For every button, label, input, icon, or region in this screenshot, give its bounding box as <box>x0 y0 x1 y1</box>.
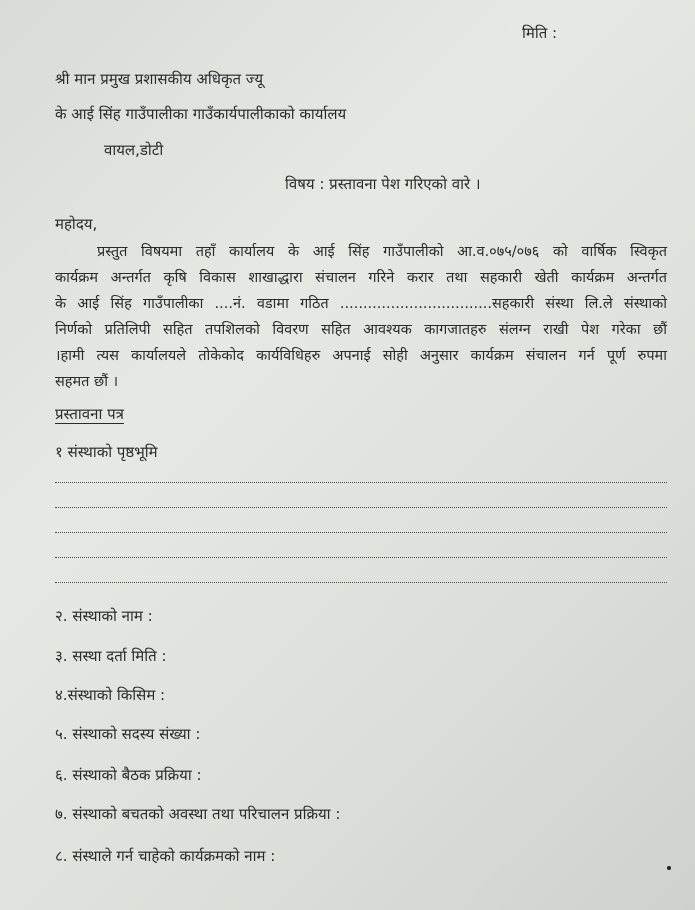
body-line: सहमत छौं । <box>55 374 119 390</box>
body-line: के आई सिंह गाउँपालीका ....नं. वडामा गठित .................................सहकारी संस्था लि.ले संस्थाको <box>55 296 667 312</box>
body-paragraph <box>55 239 667 395</box>
address-line-2: के आई सिंह गाउँपालीका गाउँकार्यपालीकाको कार्यालय <box>55 105 347 123</box>
item-program-name: ८. संस्थाले गर्न चाहेको कार्यक्रमको नाम : <box>55 847 276 865</box>
item-member-count: ५. संस्थाको सदस्य संख्या : <box>55 725 201 743</box>
address-line-3: वायल,डोटी <box>104 141 164 159</box>
address-line-1: श्री मान प्रमुख प्रशासकीय अधिकृत ज्यू <box>55 70 264 88</box>
item-background: १ संस्थाको पृष्ठभूमि <box>55 443 158 461</box>
ink-speck <box>667 866 671 870</box>
item-org-type: ४.संस्थाको किसिम : <box>55 686 166 704</box>
item-meeting-process: ६. संस्थाको बैठक प्रक्रिया : <box>55 766 202 784</box>
proposal-heading: प्रस्तावना पत्र <box>55 405 124 423</box>
body-line: निर्णको प्रतिलिपी सहित तपशिलको विवरण सहित आवश्यक कागजातहरु संलग्न राखी पेश गरेका छौं <box>55 322 667 338</box>
date-label: मिति : <box>522 24 558 42</box>
dotted-fill-line <box>55 582 667 583</box>
dotted-fill-line <box>55 507 667 508</box>
item-savings-status: ७. संस्थाको बचतको अवस्था तथा परिचालन प्रक्रिया : <box>55 805 341 823</box>
dotted-fill-line <box>55 557 667 558</box>
item-registration-date: ३. सस्था दर्ता मिति : <box>55 647 167 665</box>
body-line: प्रस्तुत विषयमा तहाँ कार्यालय के आई सिंह गाउँपालीको आ.व.०७५/०७६ को वार्षिक स्विकृत <box>97 244 667 260</box>
dotted-fill-line <box>55 482 667 483</box>
item-org-name: २. संस्थाको नाम : <box>55 607 153 625</box>
subject-line: विषय : प्रस्तावना पेश गरिएको वारे । <box>285 175 481 193</box>
salutation: महोदय, <box>55 215 98 233</box>
dotted-fill-line <box>55 532 667 533</box>
body-line: ।हामी त्यस कार्यालयले तोकेकोद कार्यविधिहरु अपनाई सोही अनुसार कार्यक्रम संचालन गर्न पूर्ण रुपमा <box>55 348 667 364</box>
body-line: कार्यक्रम अन्तर्गत कृषि विकास शाखाद्धारा संचालन गरिने करार तथा सहकारी खेती कार्यक्रम अन्तर्गत <box>55 270 667 286</box>
